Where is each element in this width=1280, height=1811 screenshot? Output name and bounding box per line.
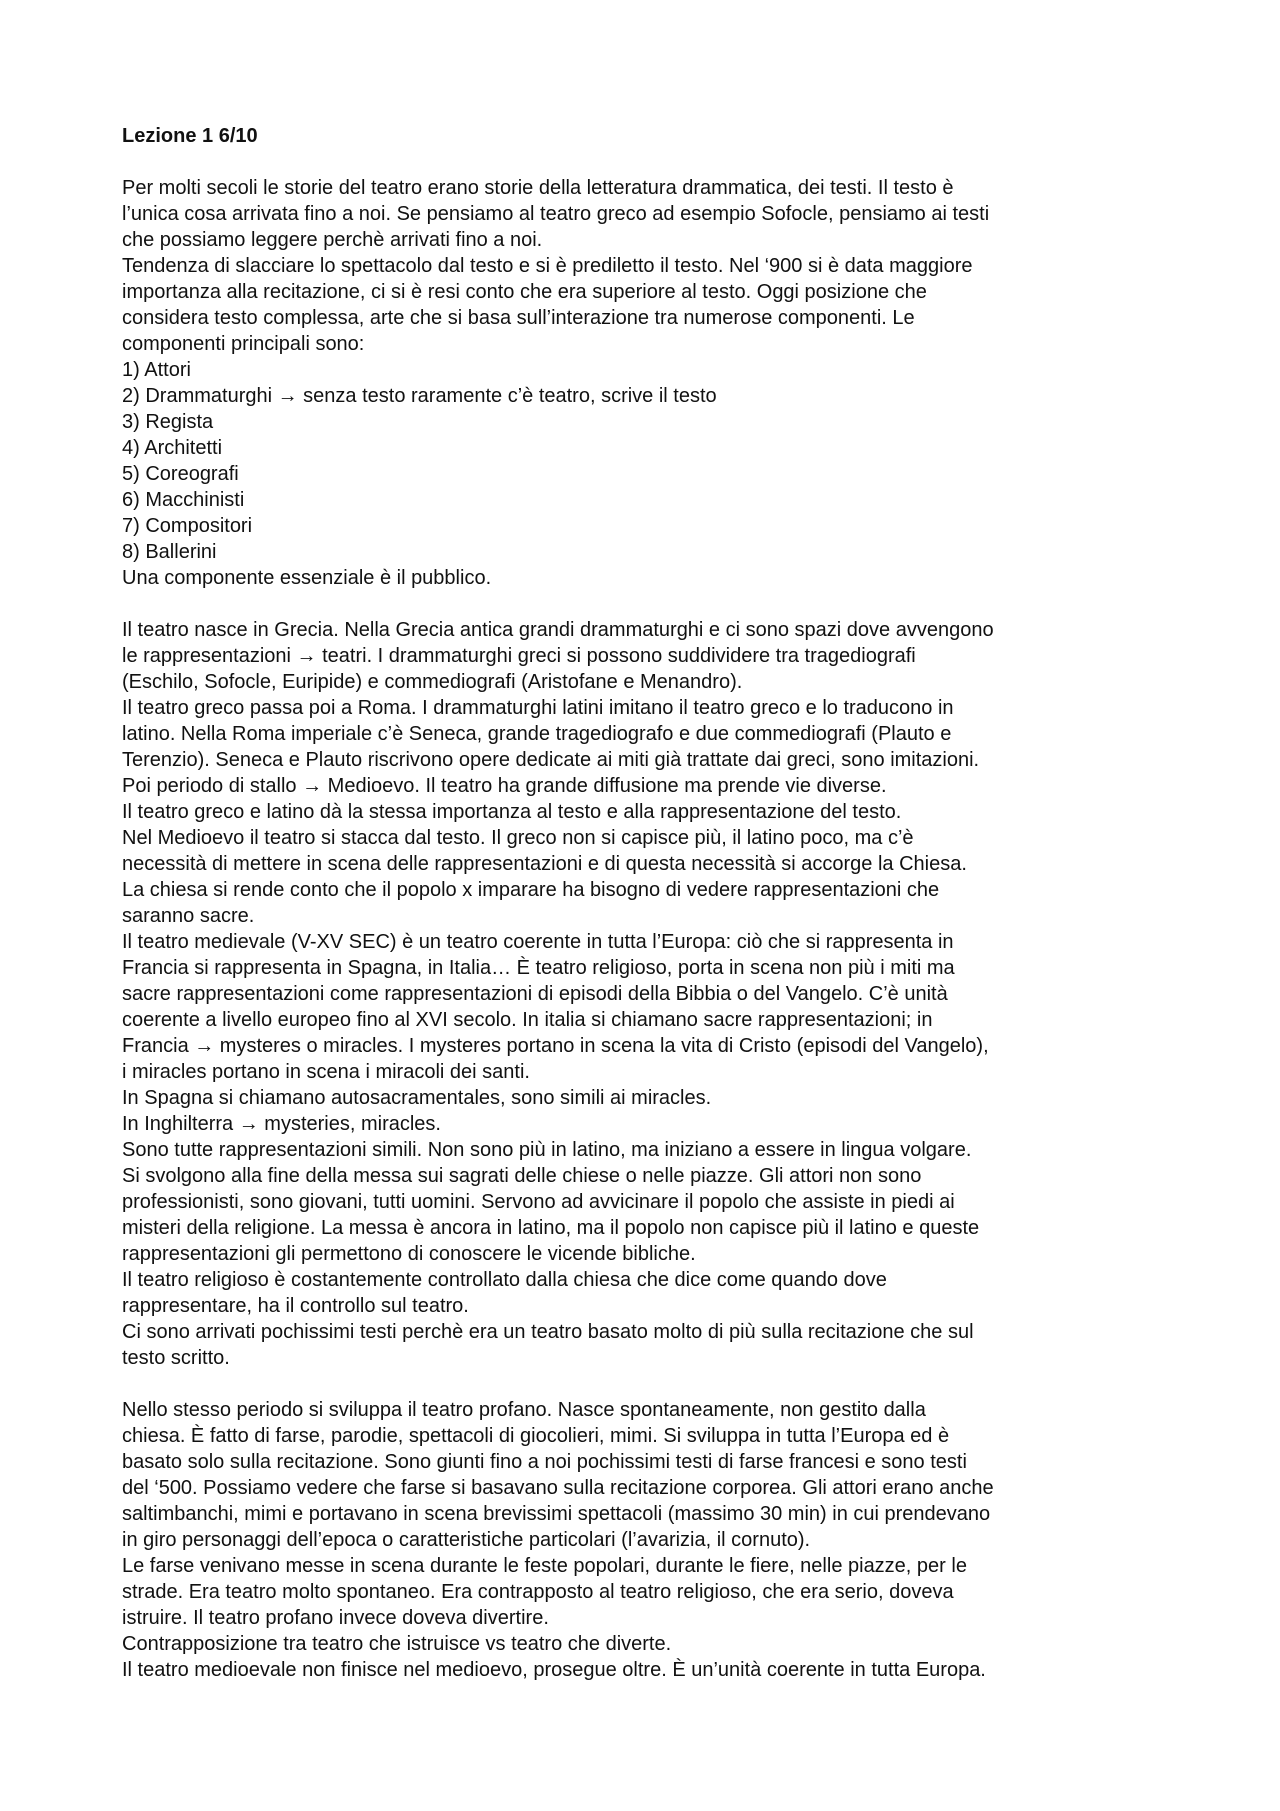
text-line: componenti principali sono:: [122, 333, 365, 355]
section-greek-medieval-theatre: [122, 617, 1180, 1371]
paragraph-gap: [122, 591, 1180, 617]
text-line: latino. Nella Roma imperiale c’è Seneca, grande tragediografo e due commediografi (Plauto e: [122, 723, 952, 745]
text-line: che possiamo leggere perchè arrivati fino a noi.: [122, 229, 543, 251]
text-line: rappresentare, ha il controllo sul teatro.: [122, 1295, 469, 1317]
text-line: Ci sono arrivati pochissimi testi perchè era un teatro basato molto di più sulla recitazione che sul: [122, 1321, 974, 1343]
text-line: In Spagna si chiamano autosacramentales, sono simili ai miracles.: [122, 1087, 712, 1109]
text-line: Poi periodo di stallo → Medioevo. Il teatro ha grande diffusione ma prende vie diverse.: [122, 775, 887, 797]
section-profane-theatre: [122, 1397, 1180, 1683]
list-item: 3) Regista: [122, 411, 214, 433]
text-line: Per molti secoli le storie del teatro erano storie della letteratura drammatica, dei testi. Il testo è: [122, 177, 954, 199]
list-item: 5) Coreografi: [122, 463, 239, 485]
text-line: testo scritto.: [122, 1347, 230, 1369]
text-line: istruire. Il teatro profano invece doveva divertire.: [122, 1607, 549, 1629]
text-line: l’unica cosa arrivata fino a noi. Se pensiamo al teatro greco ad esempio Sofocle, pensiamo ai testi: [122, 203, 990, 225]
text-line: Il teatro greco e latino dà la stessa importanza al testo e alla rappresentazione del testo.: [122, 801, 902, 823]
text-line: Sono tutte rappresentazioni simili. Non sono più in latino, ma iniziano a essere in lingua volgare.: [122, 1139, 972, 1161]
text-line: considera testo complessa, arte che si basa sull’interazione tra numerose componenti. Le: [122, 307, 915, 329]
text-line: In Inghilterra → mysteries, miracles.: [122, 1113, 441, 1135]
text-line: Il teatro greco passa poi a Roma. I drammaturghi latini imitano il teatro greco e lo traducono in: [122, 697, 954, 719]
page-title: Lezione 1 6/10: [122, 125, 258, 147]
text-line: La chiesa si rende conto che il popolo x imparare ha bisogno di vedere rappresentazioni che: [122, 879, 940, 901]
text-line: i miracles portano in scena i miracoli dei santi.: [122, 1061, 530, 1083]
text-line: Nello stesso periodo si sviluppa il teatro profano. Nasce spontaneamente, non gestito dalla: [122, 1399, 926, 1421]
list-item: 1) Attori: [122, 359, 191, 381]
text-line: rappresentazioni gli permettono di conoscere le vicende bibliche.: [122, 1243, 696, 1265]
text-line: Si svolgono alla fine della messa sui sagrati delle chiese o nelle piazze. Gli attori non sono: [122, 1165, 922, 1187]
text-line: Il teatro nasce in Grecia. Nella Grecia antica grandi drammaturghi e ci sono spazi dove avvengono: [122, 619, 994, 641]
text-line: Francia si rappresenta in Spagna, in Italia… È teatro religioso, porta in scena non più i miti ma: [122, 957, 955, 979]
text-line: Il teatro religioso è costantemente controllato dalla chiesa che dice come quando dove: [122, 1269, 887, 1291]
text-line: necessità di mettere in scena delle rappresentazioni e di questa necessità si accorge la Chiesa.: [122, 853, 967, 875]
list-item: 2) Drammaturghi → senza testo raramente c’è teatro, scrive il testo: [122, 385, 717, 407]
text-line: Contrapposizione tra teatro che istruisce vs teatro che diverte.: [122, 1633, 672, 1655]
text-line: importanza alla recitazione, ci si è resi conto che era superiore al testo. Oggi posizione che: [122, 281, 927, 303]
text-line: Tendenza di slacciare lo spettacolo dal testo e si è prediletto il testo. Nel ‘900 si è data maggiore: [122, 255, 973, 277]
list-item: 8) Ballerini: [122, 541, 217, 563]
text-line: Nel Medioevo il teatro si stacca dal testo. Il greco non si capisce più, il latino poco, ma c’è: [122, 827, 914, 849]
text-line: chiesa. È fatto di farse, parodie, spettacoli di giocolieri, mimi. Si sviluppa in tutta l’Europa ed è: [122, 1425, 950, 1447]
text-line: Una componente essenziale è il pubblico.: [122, 567, 492, 589]
text-line: Le farse venivano messe in scena durante le feste popolari, durante le fiere, nelle piazze, per le: [122, 1555, 967, 1577]
section-introduction: [122, 175, 1180, 591]
text-line: Terenzio). Seneca e Plauto riscrivono opere dedicate ai miti già trattate dai greci, sono imitazioni.: [122, 749, 980, 771]
list-item: 6) Macchinisti: [122, 489, 245, 511]
text-line: strade. Era teatro molto spontaneo. Era contrapposto al teatro religioso, che era serio, doveva: [122, 1581, 954, 1603]
text-line: professionisti, sono giovani, tutti uomini. Servono ad avvicinare il popolo che assiste in piedi ai: [122, 1191, 955, 1213]
text-line: le rappresentazioni → teatri. I drammaturghi greci si possono suddividere tra tragediografi: [122, 645, 916, 667]
text-line: Francia → mysteres o miracles. I mysteres portano in scena la vita di Cristo (episodi del Vangelo),: [122, 1035, 989, 1057]
text-line: saranno sacre.: [122, 905, 255, 927]
text-line: misteri della religione. La messa è ancora in latino, ma il popolo non capisce più il latino e queste: [122, 1217, 980, 1239]
text-line: Il teatro medievale (V-XV SEC) è un teatro coerente in tutta l’Europa: ciò che si rappresenta in: [122, 931, 954, 953]
text-line: basato solo sulla recitazione. Sono giunti fino a noi pochissimi testi di farse francesi e sono testi: [122, 1451, 967, 1473]
text-line: saltimbanchi, mimi e portavano in scena brevissimi spettacoli (massimo 30 min) in cui prendevano: [122, 1503, 991, 1525]
text-line: del ‘500. Possiamo vedere che farse si basavano sulla recitazione corporea. Gli attori erano anche: [122, 1477, 994, 1499]
list-item: 4) Architetti: [122, 437, 223, 459]
paragraph-gap: [122, 1371, 1180, 1397]
text-line: in giro personaggi dell’epoca o caratteristiche particolari (l’avarizia, il cornuto).: [122, 1529, 811, 1551]
list-item: 7) Compositori: [122, 515, 253, 537]
text-line: (Eschilo, Sofocle, Euripide) e commediografi (Aristofane e Menandro).: [122, 671, 743, 693]
text-line: coerente a livello europeo fino al XVI secolo. In italia si chiamano sacre rappresentazioni; in: [122, 1009, 933, 1031]
text-line: sacre rappresentazioni come rappresentazioni di episodi della Bibbia o del Vangelo. C’è unità: [122, 983, 948, 1005]
text-line: Il teatro medioevale non finisce nel medioevo, prosegue oltre. È un’unità coerente in tutta Europa.: [122, 1659, 986, 1681]
